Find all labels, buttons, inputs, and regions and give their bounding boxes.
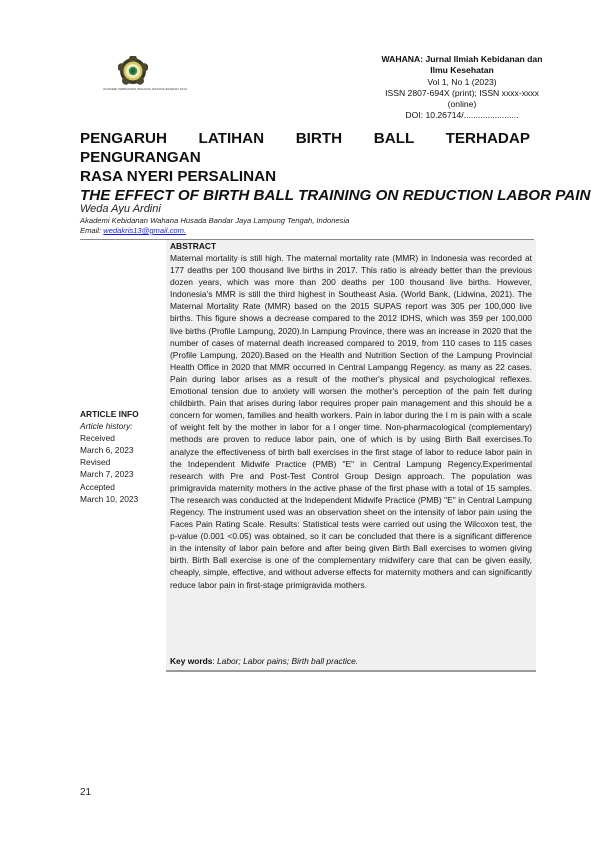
article-history-label: Article history: <box>80 421 133 432</box>
author-email <box>80 226 480 236</box>
keywords <box>170 656 358 667</box>
author-block <box>80 203 480 236</box>
abstract-box <box>166 240 536 672</box>
abstract-heading: ABSTRACT <box>170 241 217 251</box>
journal-name: WAHANA: Jurnal Ilmiah Kebidanan dan Ilmu Kesehatan <box>381 54 543 76</box>
email-label: Email: <box>80 226 104 235</box>
page-number: 21 <box>80 787 92 798</box>
logo-caption: AKADEMI KEBIDANAN WAHANA HUSADA BANDAR JAYA <box>103 87 188 91</box>
journal-issn: ISSN 2807-694X (print); ISSN xxxx-xxxx (online) <box>385 87 539 110</box>
keywords-separator: : <box>212 656 218 666</box>
title-block <box>80 129 591 206</box>
abstract-text: Maternal mortality is still high. The maternal mortality rate (MMR) in Indonesia was recorded at 177 deaths per 100 thousand live births in 2017. This ratio is already better than the previous dozen years, which was more than 200 deaths per 100 thousand live births. However, Indonesia's MMR is still the third highest in Southeast Asia. (World Bank, (Lidwina, 2021). The Maternal Mortality Rate (MMR) based on the 2015 SUPAS report was 305 per 100,000 live births. This figure shows a decrease compared to the 2012 IDHS, which was 359 per 100,000 live births (Profile Lampung, 2020).In Lampung Province, there was an increase in 2020 that the number of cases of maternal death increased compared to 2019, from 110 cases to 115 cases (Profile Lampung, 2020).Based on the Health and Nutrition Section of the Lampung Provincial Health Office in 2020 that MMR occurred in Central Lampangg Regency. as many as 22 cases. Pain during labor arises as a result of the mother's physical and psychological reflexes. Emotional tension due to anxiety will worsen the mother's perception of the pain felt during childbirth. Pain that arises during labor requires proper pain management and this should be a concern for women, families and health workers. Pain in labor during the I m is pain with a scale of weight felt by the mother in labor for a l onger time. Non-pharmacological (complementary) methods are proven to reduce labor pain, one of which is by using Birth Ball exercises.To analyze the effectiveness of birth ball exercises in the first stage of labor to reduce labor pain in the Independent Midwife Practice (PMB) "E" in Central Lampung Regency.Experimental research with Pre and Post-Test Control Group Design approach. The population was primigravida maternity mothers in the active phase of the first phase with a total of 15 samples. The research was conducted at the Independent Midwife Practice (PMB) "E" in Central Lampung Regency. The instrument used was an observation sheet on the intensity of labor pain using the Faces Pain Rating Scale. Results: Statistical tests were carried out using the Wilcoxon test, the p-value (0.001 <0.05) was obtained, so it can be concluded that there is a significant difference in the intensity of labor pain before and after being given Birth Ball exercises to women giving birth. Birth Ball exercise is one of the complementary midwifery care that can be given easily, cheaply, simple, effective, and without adverse effects for maternity mothers and can significantly reduce labor pain in first-stage primigravida mothers. <box>170 253 532 590</box>
author-name: Weda Ayu Ardini <box>80 203 161 215</box>
keywords-values: Labor; Labor pains; Birth ball practice. <box>217 656 359 666</box>
revised-date: March 7, 2023 <box>80 469 134 480</box>
title-indonesian <box>80 129 530 186</box>
revised-label: Revised <box>80 457 111 468</box>
article-info-heading: ARTICLE INFO <box>80 409 139 419</box>
journal-volume: Vol 1, No 1 (2023) <box>427 76 497 87</box>
journal-header <box>372 54 552 122</box>
author-affiliation: Akademi Kebidanan Wahana Husada Bandar Jaya Lampung Tengah, Indonesia <box>80 216 350 225</box>
keywords-label: Key words <box>170 656 213 666</box>
title-english: THE EFFECT OF BIRTH BALL TRAINING ON REDUCTION LABOR PAIN <box>80 187 591 204</box>
accepted-label: Accepted <box>80 481 115 492</box>
journal-doi: DOI: 10.26714/....................... <box>405 110 519 121</box>
title-indonesian-line1: PENGARUH LATIHAN BIRTH BALL TERHADAP PENGURANGAN <box>80 130 530 166</box>
received-date: March 6, 2023 <box>80 445 134 456</box>
email-link[interactable]: wedakris13@gmail.com. <box>103 226 187 235</box>
article-info <box>80 408 165 505</box>
accepted-date: March 10, 2023 <box>80 493 139 504</box>
journal-logo <box>103 56 188 100</box>
received-label: Received <box>80 433 115 444</box>
university-emblem-icon <box>118 56 148 86</box>
title-indonesian-line2: RASA NYERI PERSALINAN <box>80 168 277 185</box>
